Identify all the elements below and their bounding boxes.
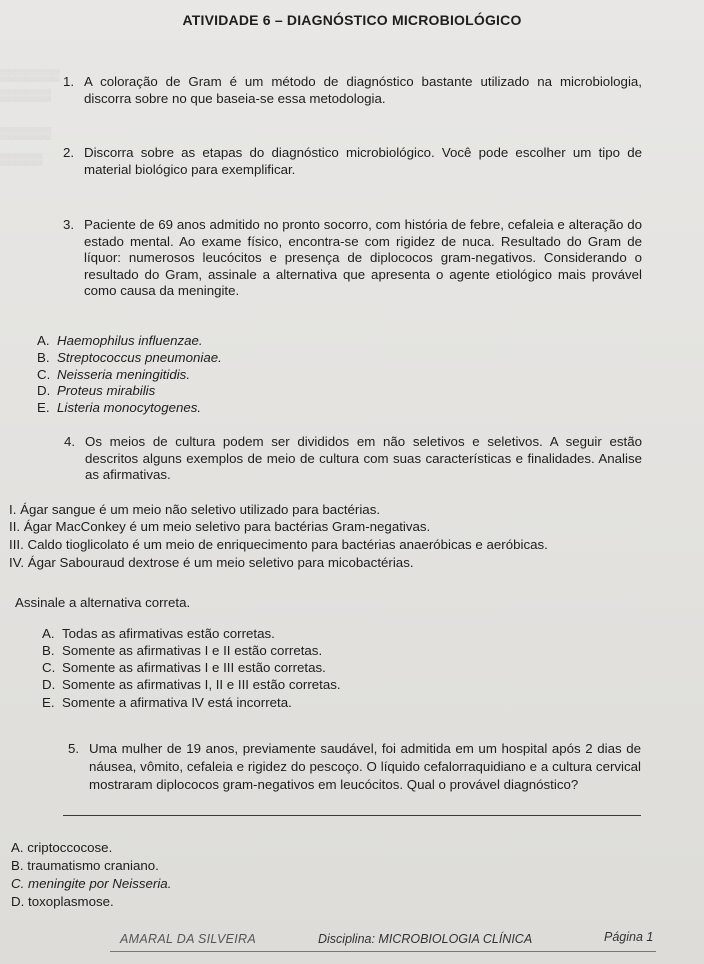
option-text: Haemophilus influenzae.: [57, 333, 203, 348]
option-letter: D.: [11, 894, 25, 909]
option-letter: A.: [42, 626, 55, 641]
question-number: 5.: [68, 741, 80, 756]
option-letter: E.: [42, 695, 55, 710]
bleed-through-text: ▒▒▒▒▒▒: [0, 126, 52, 140]
option-d[interactable]: [37, 383, 155, 400]
option-e[interactable]: [37, 400, 201, 417]
question-4: [64, 434, 642, 484]
footer-author: AMARAL DA SILVEIRA: [120, 932, 257, 946]
page-title: ATIVIDADE 6 – DIAGNÓSTICO MICROBIOLÓGICO: [182, 12, 522, 28]
question-number: 2.: [63, 145, 75, 160]
question-2: [63, 145, 642, 178]
option-b[interactable]: [42, 643, 322, 660]
question-text: A coloração de Gram é um método de diagnóstico bastante utilizado na microbiologia, discorra sobre no que baseia-se essa metodologia.: [84, 74, 642, 106]
option-b[interactable]: [37, 350, 222, 367]
question-text: Uma mulher de 19 anos, previamente saudável, foi admitida em um hospital após 2 dias de náusea, vômito, cefaleia e rigidez do pescoço. O líquido cefalorraquidiano e a cultura cervical mostraram diplococos gram-negativos em leucócitos. Qual o provável diagnóstico?: [89, 741, 641, 792]
option-text: Somente as afirmativas I e II estão corretas.: [62, 643, 323, 658]
option-d[interactable]: [11, 894, 114, 911]
option-c[interactable]: [11, 876, 171, 893]
option-text: Listeria monocytogenes.: [57, 400, 202, 415]
question-4-prompt: Assinale a alternativa correta.: [15, 595, 191, 610]
question-1: [63, 74, 642, 107]
option-c[interactable]: [37, 367, 190, 384]
option-letter: B.: [42, 643, 55, 658]
option-letter: C.: [42, 660, 56, 675]
option-d[interactable]: [42, 677, 341, 694]
option-letter: D.: [37, 383, 51, 398]
divider-line: [63, 815, 641, 816]
option-e[interactable]: [42, 695, 292, 712]
statement-i: I. Ágar sangue é um meio não seletivo utilizado para bactérias.: [9, 502, 381, 517]
option-text: criptoccocose.: [27, 840, 113, 855]
footer-discipline: Disciplina: MICROBIOLOGIA CLÍNICA: [318, 932, 533, 946]
option-a[interactable]: [11, 840, 112, 857]
footer-page-number: Página 1: [604, 930, 654, 944]
option-letter: D.: [42, 677, 56, 692]
option-text: Todas as afirmativas estão corretas.: [62, 626, 275, 641]
question-text: Discorra sobre as etapas do diagnóstico microbiológico. Você pode escolher um tipo de material biológico para exemplificar.: [84, 145, 642, 177]
option-letter: C.: [37, 367, 51, 382]
option-text: Streptococcus pneumoniae.: [57, 350, 222, 365]
bleed-through-text: ▒▒▒▒▒▒: [0, 88, 52, 102]
option-b[interactable]: [11, 858, 159, 875]
statement-iii: III. Caldo tioglicolato é um meio de enriquecimento para bactérias anaeróbicas e aeróbicas.: [9, 537, 548, 552]
bleed-through-text: ▒▒▒▒▒: [0, 152, 43, 166]
option-text: Proteus mirabilis: [57, 383, 156, 398]
option-text: Somente as afirmativas I e III estão corretas.: [62, 660, 326, 675]
question-5: [68, 740, 641, 793]
option-letter: C.: [11, 876, 25, 891]
option-a[interactable]: [42, 626, 275, 643]
option-letter: B.: [11, 858, 24, 873]
option-text: Neisseria meningitidis.: [57, 367, 191, 382]
option-text: toxoplasmose.: [28, 894, 114, 909]
question-text: Os meios de cultura podem ser divididos em não seletivos e seletivos. A seguir estão descritos alguns exemplos de meio de cultura com suas características e finalidades. Analise as afirmativas.: [85, 434, 642, 482]
question-text: Paciente de 69 anos admitido no pronto socorro, com história de febre, cefaleia e alteração do estado mental. Ao exame físico, encontra-se com rigidez de nuca. Resultado do Gram de líquor: numerosos leucócitos e presença de diplococos gram-negativos. Considerando o resultado do Gram, assinale a alternativa que apresenta o agente etiológico mais provável como causa da meningite.: [84, 217, 642, 298]
option-letter: E.: [37, 400, 50, 415]
question-3: [63, 217, 642, 300]
option-a[interactable]: [37, 333, 203, 350]
question-number: 3.: [63, 217, 75, 232]
option-c[interactable]: [42, 660, 326, 677]
option-text: meningite por Neisseria.: [28, 876, 172, 891]
question-number: 4.: [64, 434, 76, 449]
option-text: Somente a afirmativa IV está incorreta.: [62, 695, 292, 710]
option-text: traumatismo craniano.: [27, 858, 159, 873]
option-letter: A.: [11, 840, 24, 855]
option-letter: B.: [37, 350, 50, 365]
footer-line: [110, 951, 656, 952]
question-number: 1.: [63, 74, 75, 89]
option-letter: A.: [37, 333, 50, 348]
statement-iv: IV. Ágar Sabouraud dextrose é um meio seletivo para micobactérias.: [9, 555, 414, 570]
bleed-through-text: ▒▒▒▒▒▒▒: [0, 68, 60, 82]
option-text: Somente as afirmativas I, II e III estão corretas.: [62, 677, 341, 692]
statement-ii: II. Ágar MacConkey é um meio seletivo para bactérias Gram-negativas.: [9, 519, 431, 534]
